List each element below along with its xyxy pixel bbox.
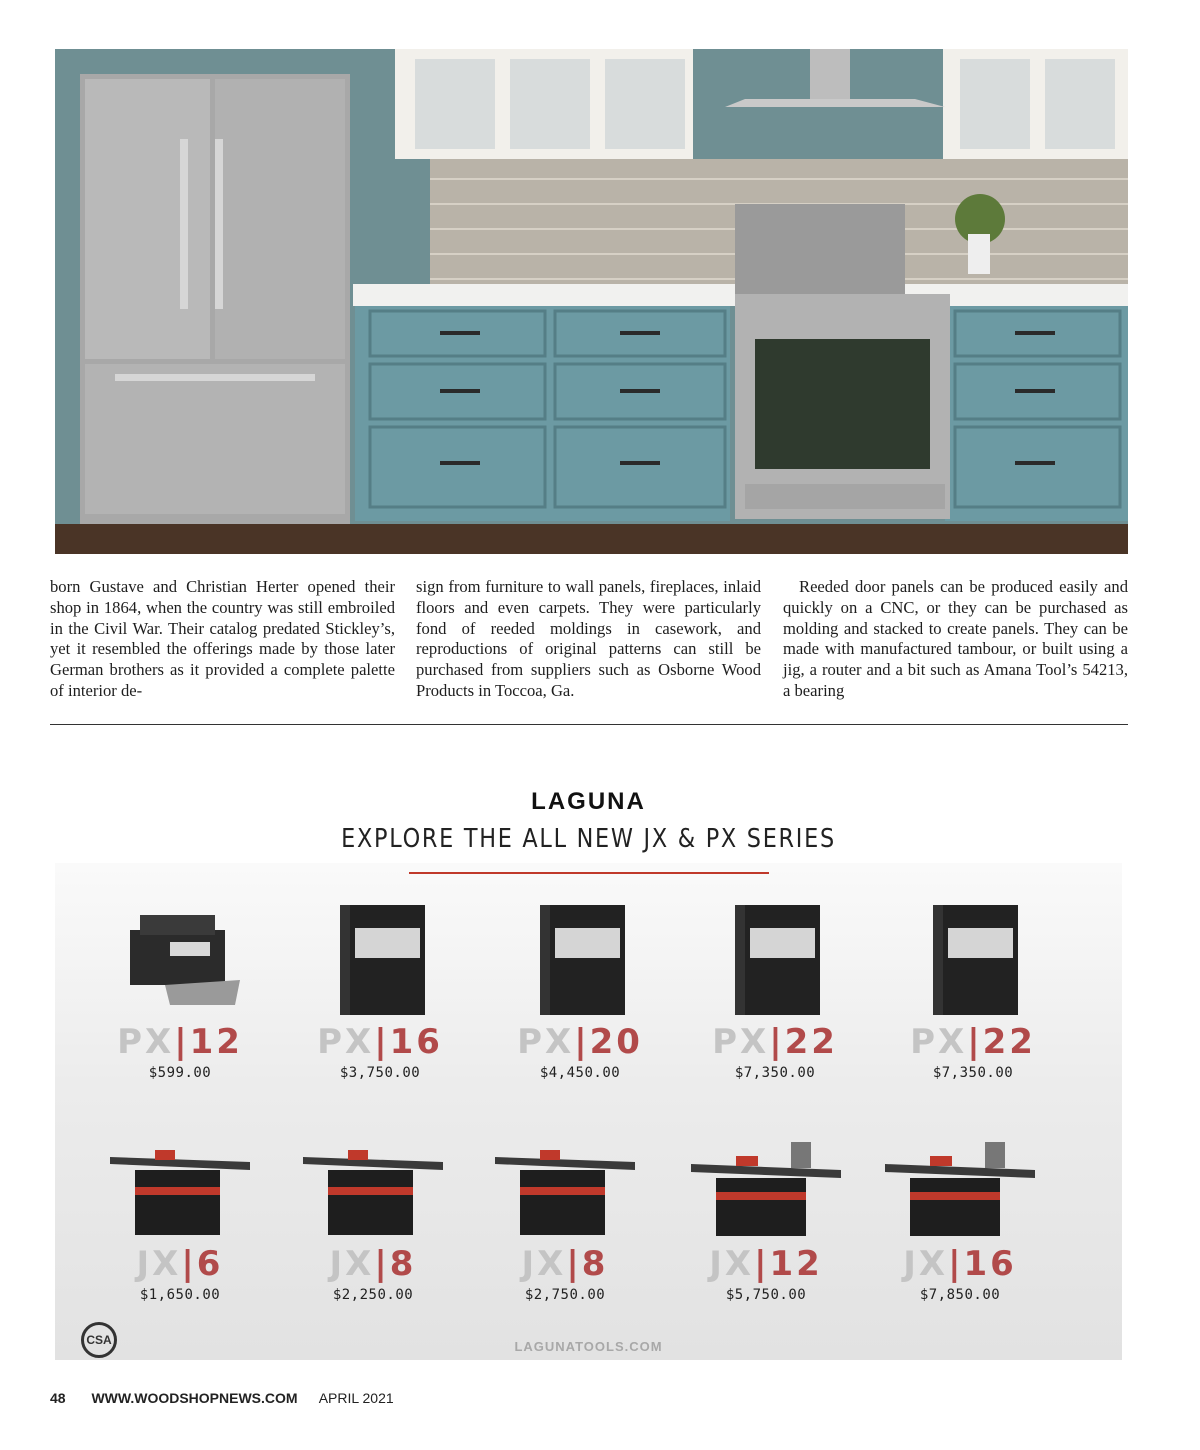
model-size: |22: [769, 1022, 838, 1062]
price: $4,450.00: [539, 1065, 621, 1081]
price: $2,250.00: [332, 1287, 414, 1303]
planer-image: [705, 900, 845, 1020]
brand-logo: LAGUNA: [531, 788, 646, 815]
planer-image: [903, 900, 1043, 1020]
price: $2,750.00: [524, 1287, 606, 1303]
ad-website[interactable]: LAGUNATOOLS.COM: [514, 1339, 663, 1354]
model-name: JX: [136, 1244, 182, 1284]
article-column-1: [50, 577, 395, 702]
model-name: JX: [709, 1244, 755, 1284]
model-size: |6: [181, 1244, 224, 1284]
planer-px12[interactable]: [110, 900, 250, 1081]
jointer-image: [110, 1142, 250, 1242]
planer-image: [310, 900, 450, 1020]
model-name: PX: [712, 1022, 770, 1062]
jointer-jx6[interactable]: [110, 1142, 250, 1303]
model-size: |16: [374, 1022, 443, 1062]
price: $7,350.00: [734, 1065, 816, 1081]
jointer-jx12[interactable]: [691, 1142, 841, 1303]
model-name: PX: [317, 1022, 375, 1062]
planer-image: [110, 900, 250, 1020]
csa-certification-mark: CSA: [81, 1322, 117, 1358]
model-size: |20: [574, 1022, 643, 1062]
planer-px16[interactable]: [310, 900, 450, 1081]
article-column-3: [783, 577, 1128, 702]
model-size: |8: [374, 1244, 417, 1284]
price: $1,650.00: [139, 1287, 221, 1303]
price: $3,750.00: [339, 1065, 421, 1081]
issue-date: APRIL 2021: [318, 1390, 394, 1406]
price: $599.00: [148, 1065, 212, 1081]
headline-underline: [409, 872, 769, 874]
article-paragraph: born Gustave and Christian Herter opened their shop in 1864, when the country was still embroiled in the Civil War. Their catalog predated Stickley’s, yet it resembled the offerings made by those later German brothers as it provided a complete palette of interior de-: [50, 577, 395, 700]
jointer-image: [885, 1142, 1035, 1242]
jointer-image: [495, 1142, 635, 1242]
laguna-advertisement: [55, 760, 1122, 1360]
page-footer: [50, 1390, 394, 1406]
article-paragraph: Reeded door panels can be produced easily and quickly on a CNC, or they can be purchased as molding and stacked to create panels. They can be made with manufactured tambour, or built using a jig, a router and a bit such as Amana Tool’s 54213, a bearing: [783, 577, 1128, 700]
price: $5,750.00: [725, 1287, 807, 1303]
article-body: [50, 577, 1128, 702]
model-size: |12: [174, 1022, 243, 1062]
model-name: PX: [517, 1022, 575, 1062]
planer-image: [510, 900, 650, 1020]
planer-px22[interactable]: [903, 900, 1043, 1081]
model-name: JX: [329, 1244, 375, 1284]
model-size: |22: [967, 1022, 1036, 1062]
model-size: |12: [754, 1244, 823, 1284]
jointer-jx8[interactable]: [495, 1142, 635, 1303]
article-paragraph: sign from furniture to wall panels, fireplaces, inlaid floors and even carpets. They were particularly fond of reeded moldings in casework, and reproductions of original patterns can still be purchased from suppliers such as Osborne Wood Products in Toccoa, Ga.: [416, 577, 761, 700]
page-number: 48: [50, 1390, 66, 1406]
jointer-jx8[interactable]: [303, 1142, 443, 1303]
model-name: JX: [521, 1244, 567, 1284]
planer-px22[interactable]: [705, 900, 845, 1081]
model-size: |8: [566, 1244, 609, 1284]
article-column-2: [416, 577, 761, 702]
jointer-jx16[interactable]: [885, 1142, 1035, 1303]
jointer-image: [691, 1142, 841, 1242]
ad-headline: EXPLORE THE ALL NEW JX & PX SERIES: [341, 824, 836, 854]
price: $7,850.00: [919, 1287, 1001, 1303]
price: $7,350.00: [932, 1065, 1014, 1081]
footer-website[interactable]: WWW.WOODSHOPNEWS.COM: [91, 1390, 298, 1406]
planer-px20[interactable]: [510, 900, 650, 1081]
model-size: |16: [948, 1244, 1017, 1284]
jointer-image: [303, 1142, 443, 1242]
model-name: PX: [117, 1022, 175, 1062]
model-name: PX: [910, 1022, 968, 1062]
model-name: JX: [903, 1244, 949, 1284]
kitchen-photo: [55, 49, 1128, 554]
section-divider: [50, 724, 1128, 725]
